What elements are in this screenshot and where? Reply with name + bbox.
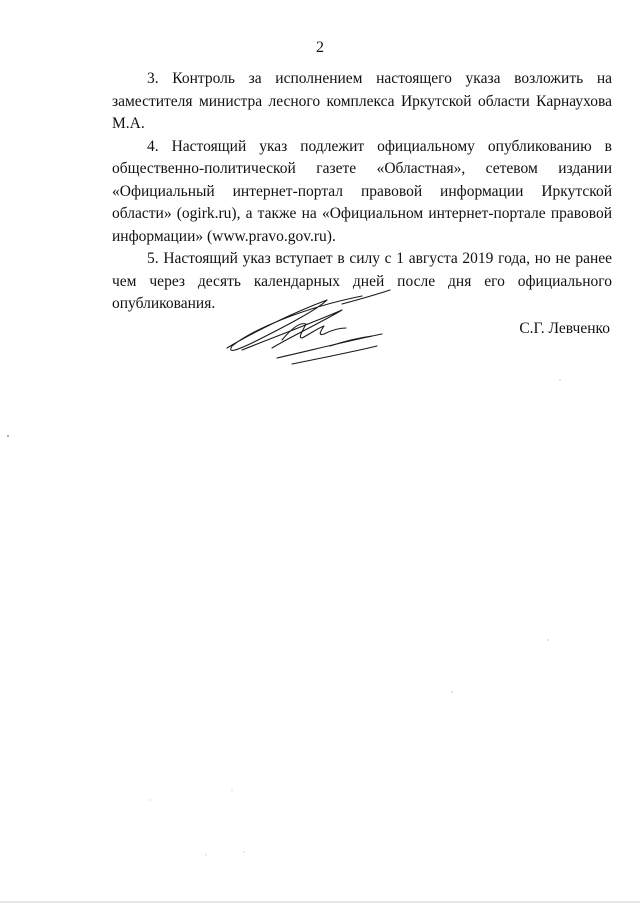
paragraph-item-3: 3. Контроль за исполнением настоящего указа возложить на заместителя министра лесного комплекса Иркутской области Карнаухова М.А.	[112, 70, 612, 132]
paragraph-item-4: 4. Настоящий указ подлежит официальному опубликованию в общественно-политической газете «Областная», сетевом издании «Официальный интернет-портал правовой информации Иркутской области» (ogirk.ru), а также на «Официальном интернет-портале правовой информации» (www.pravo.gov.ru).	[112, 137, 612, 245]
signature-drawing	[222, 288, 402, 368]
page-number: 2	[316, 39, 324, 56]
paragraph-item-5: 5. Настоящий указ вступает в силу с 1 августа 2019 года, но не ранее чем через десять календарных дней после дня его официального опубликования.	[112, 250, 612, 312]
signer-name: С.Г. Левченко	[519, 320, 610, 337]
decree-body	[112, 68, 612, 316]
handwritten-signature	[222, 288, 402, 368]
